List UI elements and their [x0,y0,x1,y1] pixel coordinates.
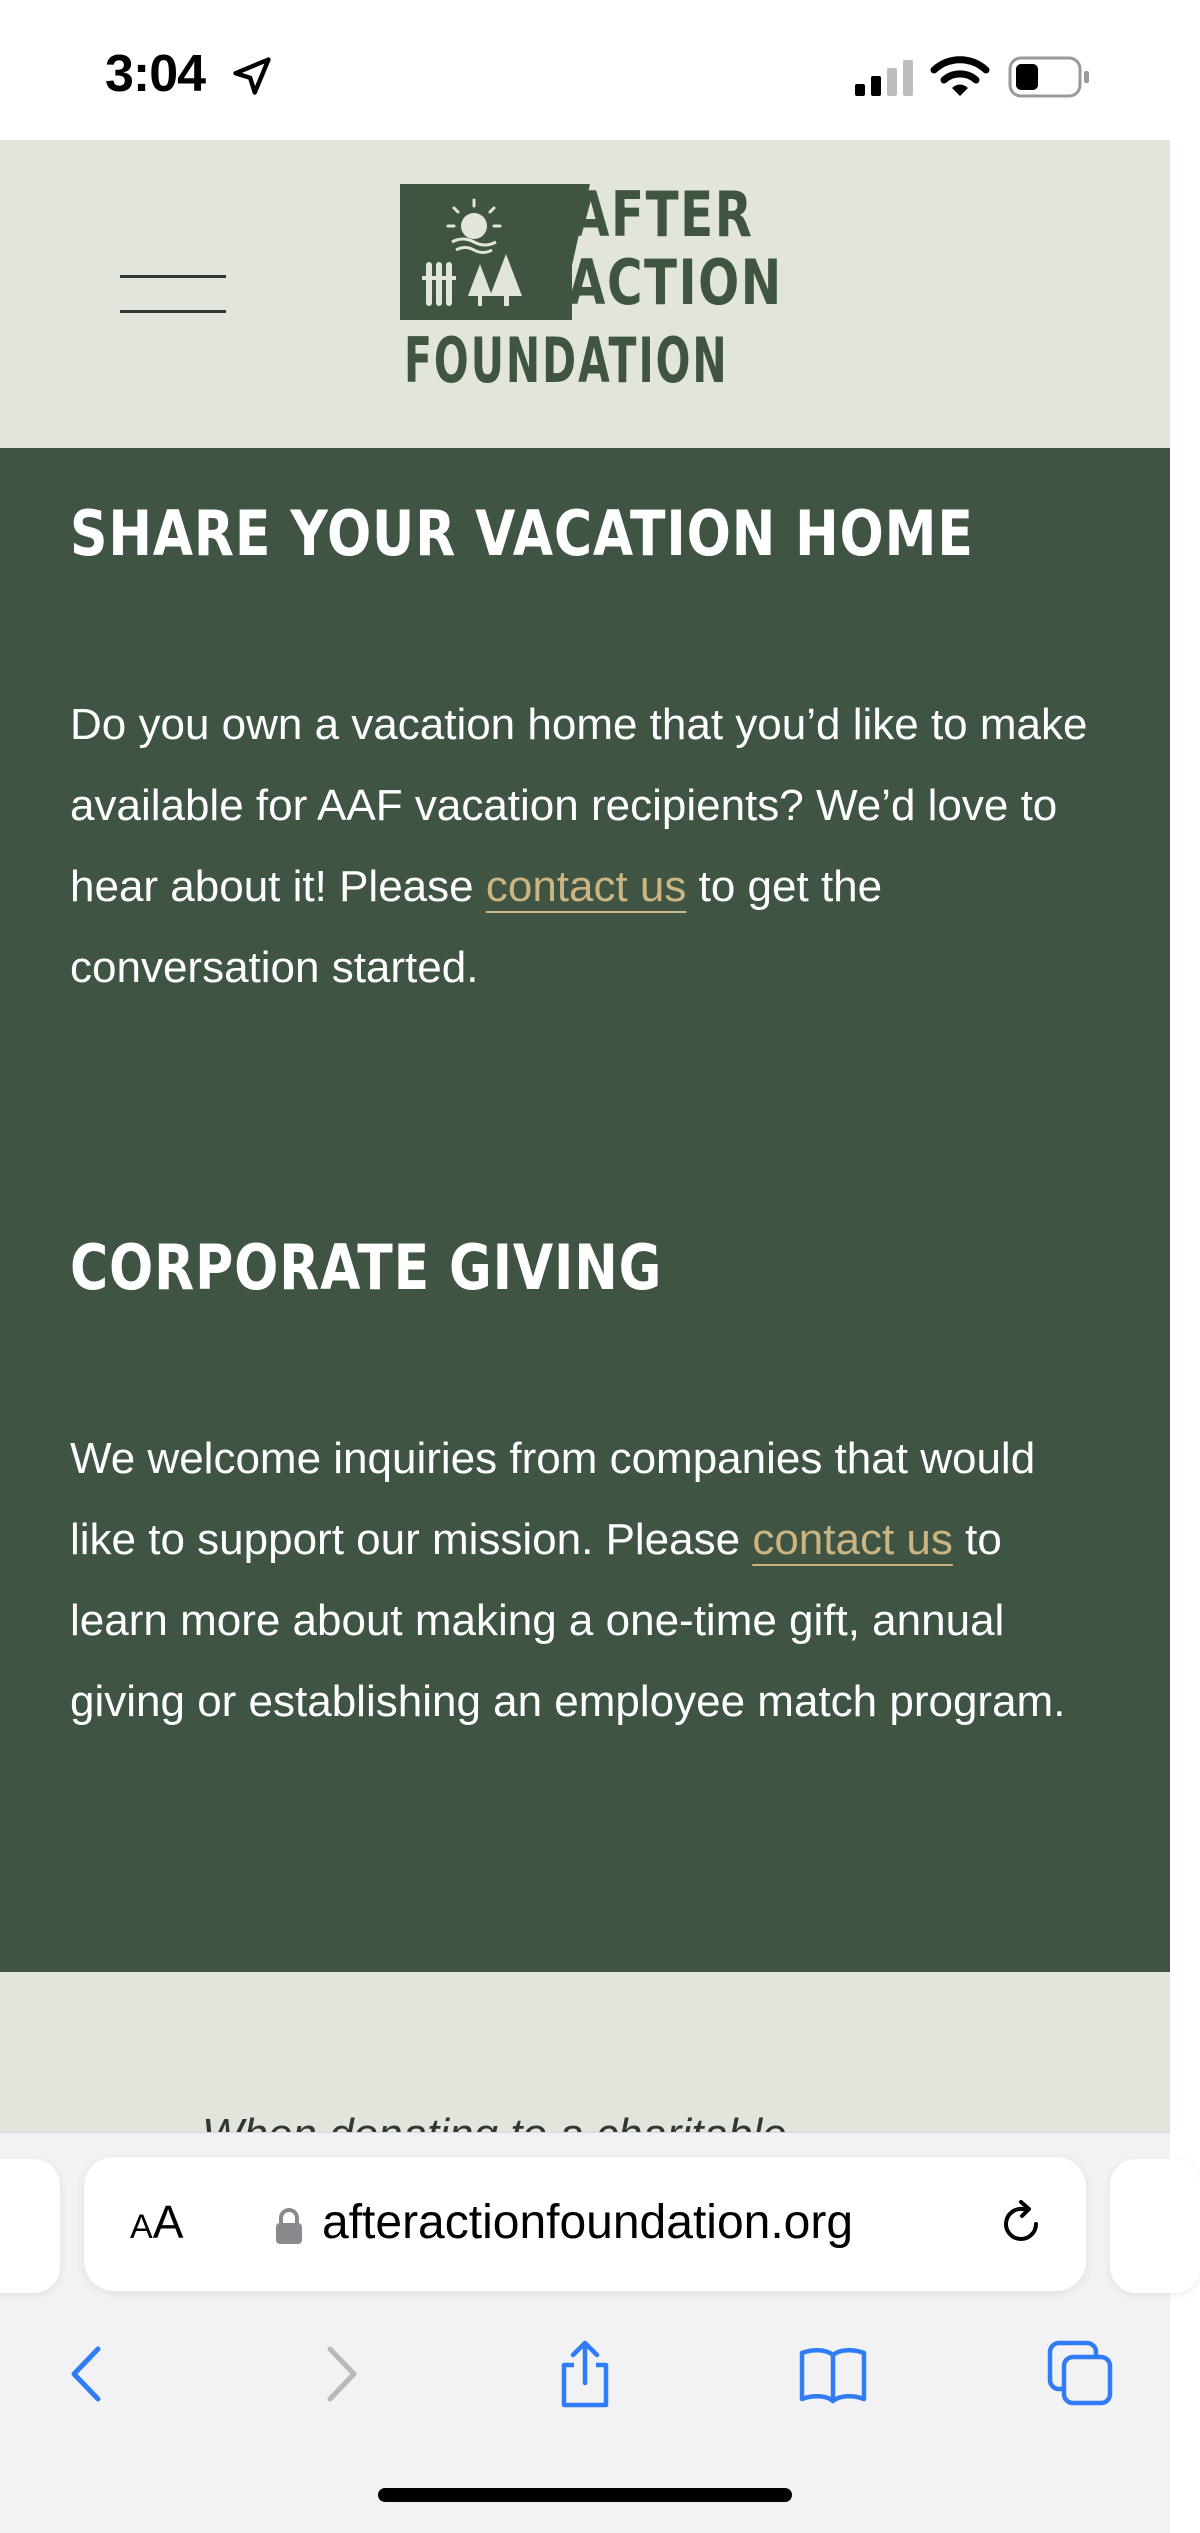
vacation-home-heading: SHARE YOUR VACATION HOME [70,497,974,570]
vacation-text-before: Do you own a vacation home that you’d like to make available for AAF vacation recipients? We’d love to hear about it! Please [70,700,1088,911]
logo-word-action: ACTION [568,246,783,319]
corporate-text-before: We welcome inquiries from companies that would like to support our mission. Please [70,1434,1036,1564]
logo-word-after: AFTER [572,178,754,251]
forward-chevron-icon[interactable] [304,2339,374,2409]
vacation-home-text [70,684,1110,1008]
address-bar[interactable] [84,2157,1086,2291]
donation-info-section [0,1972,1170,2132]
location-arrow-icon [230,54,274,98]
reload-icon[interactable] [994,2197,1048,2251]
lock-icon [274,2207,304,2245]
previous-tab-preview[interactable] [0,2159,60,2293]
corporate-text-after: to learn more about making a one-time gift, annual giving or establishing an employee match program. [70,1515,1066,1726]
corporate-giving-text [70,1418,1110,1742]
bookmarks-book-icon[interactable] [798,2339,868,2409]
share-icon[interactable] [550,2339,620,2409]
wifi-icon [932,56,988,98]
status-time: 3:04 [105,45,206,103]
battery-icon [1008,56,1090,98]
next-tab-preview[interactable] [1110,2159,1200,2293]
cellular-signal-icon [855,60,915,96]
after-action-foundation-logo[interactable] [400,178,783,397]
site-header [0,140,1170,448]
browser-toolbar [0,2132,1170,2533]
logo-word-foundation: FOUNDATION [404,324,729,397]
back-chevron-icon[interactable] [54,2339,124,2409]
browser-nav-row [0,2311,1170,2431]
home-indicator[interactable] [378,2488,792,2502]
contact-us-link[interactable]: contact us [752,1515,953,1564]
contact-us-link[interactable]: contact us [485,862,687,911]
sun-skis-trees-icon [414,192,544,312]
content-section [0,448,1170,1972]
corporate-giving-heading: CORPORATE GIVING [70,1231,663,1304]
reader-text-size-button[interactable] [130,2195,183,2249]
vacation-text-after: to get the conversation started. [70,862,883,992]
menu-hamburger-icon[interactable] [120,275,226,315]
tabs-overview-icon[interactable] [1046,2339,1116,2409]
aa-small-letter: A [130,2208,153,2246]
aa-large-letter: A [152,2196,184,2248]
url-text[interactable]: afteractionfoundation.org [322,2196,854,2249]
status-bar [0,0,1170,140]
